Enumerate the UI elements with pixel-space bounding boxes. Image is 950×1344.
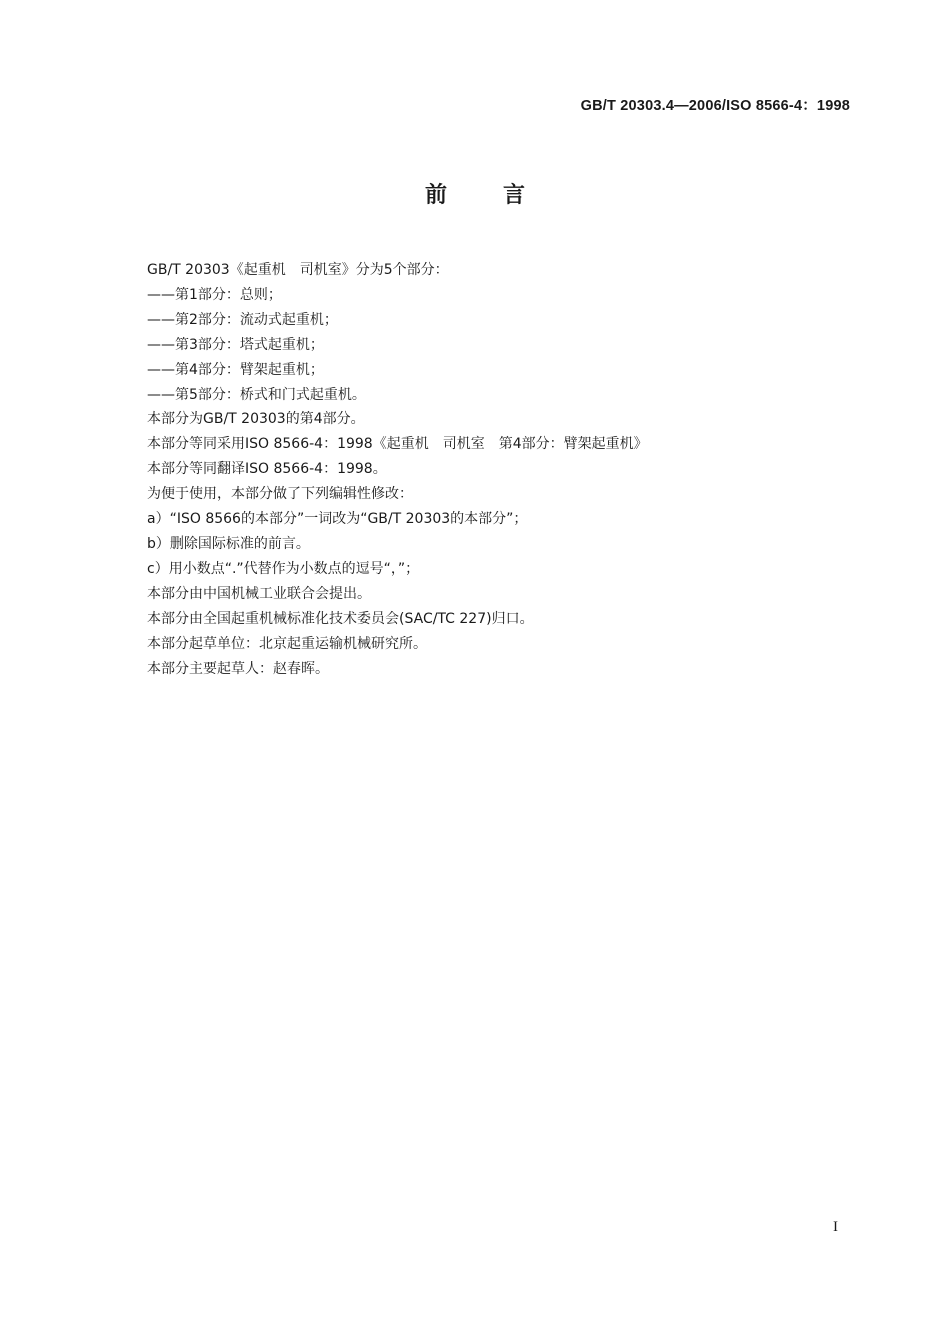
page-number: I <box>833 1219 838 1235</box>
title-char-1: 前 <box>424 183 447 208</box>
translation-statement: 本部分等同翻译ISO 8566-4：1998。 <box>147 461 387 478</box>
intro-line: GB/T 20303《起重机 司机室》分为5个部分： <box>147 262 449 278</box>
adoption-statement: 本部分等同采用ISO 8566-4：1998《起重机 司机室 第4部分：臂架起重机》 <box>147 436 648 453</box>
part-1-item: ——第1部分：总则； <box>147 286 282 303</box>
part-5-item: ——第5部分：桥式和门式起重机。 <box>147 386 366 403</box>
drafters: 本部分主要起草人：赵春晖。 <box>147 660 329 677</box>
foreword-body <box>147 258 847 681</box>
page-title <box>0 178 950 209</box>
part-4-item: ——第4部分：臂架起重机； <box>147 361 324 378</box>
edit-item-c: c）用小数点“.”代替作为小数点的逗号“，”； <box>147 560 420 577</box>
standard-number: GB/T 20303.4—2006/ISO 8566-4：1998 <box>580 98 850 114</box>
proposer-statement: 本部分由中国机械工业联合会提出。 <box>147 585 371 602</box>
edit-item-b: b）删除国际标准的前言。 <box>147 535 310 552</box>
edit-item-a: a）“ISO 8566的本部分”一词改为“GB/T 20303的本部分”； <box>147 511 528 528</box>
edits-intro: 为便于使用，本部分做了下列编辑性修改： <box>147 486 413 503</box>
part-statement: 本部分为GB/T 20303的第4部分。 <box>147 411 365 428</box>
drafting-unit: 本部分起草单位：北京起重运输机械研究所。 <box>147 635 427 652</box>
part-3-item: ——第3部分：塔式起重机； <box>147 336 324 353</box>
title-char-2: 言 <box>503 183 526 208</box>
committee-statement: 本部分由全国起重机械标准化技术委员会(SAC/TC 227)归口。 <box>147 610 534 627</box>
part-2-item: ——第2部分：流动式起重机； <box>147 311 338 328</box>
